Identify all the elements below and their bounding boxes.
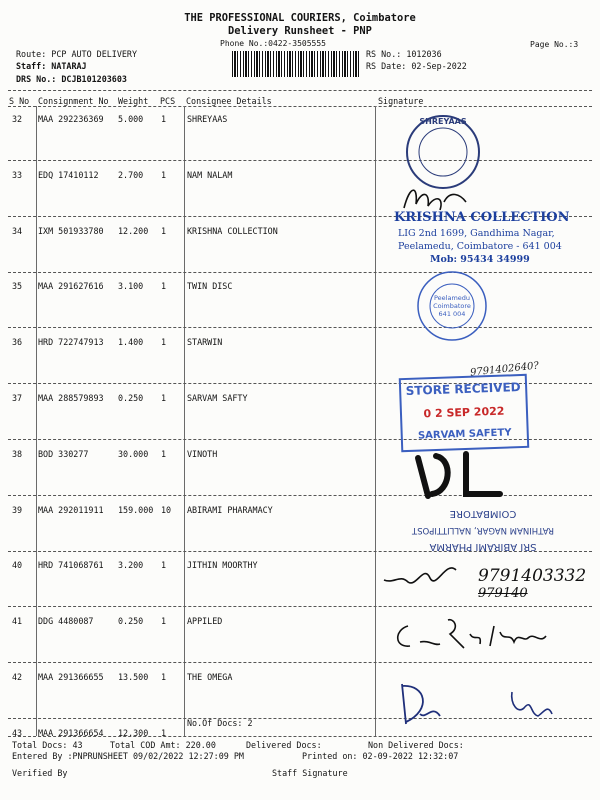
row-consignment-no: MAA 291627616 [38,281,104,291]
row-sno: 39 [12,505,23,515]
company-title: THE PROFESSIONAL COURIERS, Coimbatore [184,12,416,24]
krishna-stamp-addr1: LIG 2nd 1699, Gandhima Nagar, [398,228,555,239]
row-weight: 0.250 [118,616,144,626]
row-pcs: 1 [161,226,167,236]
store-received-date: 0 2 SEP 2022 [423,404,505,421]
row-sno: 37 [12,393,23,403]
abirami-stamp-line1: COIMBATORE [449,508,517,519]
col-consignment: Consignment No [38,96,109,106]
row-weight: 1.400 [118,337,144,347]
abirami-stamp-line2: RATHINAM NAGAR, NALLITTIPOST [411,525,555,535]
col-weight: Weight [118,96,149,106]
row-weight: 3.200 [118,560,144,570]
verified-by: Verified By [12,768,68,778]
row-consignment-no: DDG 4480087 [38,616,94,626]
table-row [0,108,600,164]
row-consignee: STARWIN [187,337,223,347]
handwritten-phone-40b: 979140 [478,586,528,601]
row-consignee: THE OMEGA [187,672,233,682]
page-number: Page No.:3 [530,40,579,49]
row-pcs: 1 [161,616,167,626]
row-weight: 13.500 [118,672,149,682]
row-consignment-no: MAA 292011911 [38,505,104,515]
row-consignment-no: MAA 292236369 [38,114,104,124]
delivered-docs: Delivered Docs: [246,740,322,750]
footer-divider [8,736,592,737]
drs-number: DRS No.: DCJB101203603 [16,74,127,84]
row-divider [8,606,592,607]
signature-41 [390,612,560,656]
row-weight: 3.100 [118,281,144,291]
row-pcs: 1 [161,560,167,570]
barcode [232,51,360,77]
row-sno: 32 [12,114,23,124]
row-consignment-no: MAA 291366654 [38,728,104,738]
shreyaas-stamp-text: SHREYAAS [419,117,467,126]
row-consignment-no: BOD 330277 [38,449,89,459]
row-sno: 41 [12,616,23,626]
row-consignee: KRISHNA COLLECTION [187,226,278,236]
non-delivered-docs: Non Delivered Docs: [368,740,464,750]
abirami-stamp [380,492,586,552]
row-divider [8,662,592,663]
row-sno: 34 [12,226,23,236]
header-divider-bottom [8,106,592,107]
staff-name: Staff: NATARAJ [16,61,87,71]
header-divider-top [8,90,592,91]
phone-number: Phone No.:0422-3505555 [220,39,326,48]
row-pcs: 1 [161,281,167,291]
krishna-stamp-mob: Mob: 95434 34999 [430,254,530,265]
row-pcs: 1 [161,170,167,180]
row-weight: 2.700 [118,170,144,180]
handwritten-phone-40: 9791403332 [478,566,587,586]
row-consignment-no: IXM 501933780 [38,226,104,236]
row-divider [8,160,592,161]
row-weight: 30.000 [118,449,149,459]
doc-title: Delivery Runsheet - PNP [228,25,372,37]
row-divider [8,272,592,273]
row-sno: 35 [12,281,23,291]
signature-42 [392,674,562,730]
row-sno: 33 [12,170,23,180]
row-consignee: TWIN DISC [187,281,233,291]
krishna-stamp-addr2: Peelamedu, Coimbatore - 641 004 [398,241,562,252]
row-pcs: 1 [161,114,167,124]
handwritten-phone-36: 9791402640? [469,360,540,379]
row-weight: 12.200 [118,226,149,236]
row-consignee: VINOTH [187,449,218,459]
row-pcs: 1 [161,672,167,682]
table-row [0,443,600,499]
row-consignment-no: HRD 722747913 [38,337,104,347]
row-consignee: ABIRAMI PHARAMACY [187,505,273,515]
row-pcs: 1 [161,449,167,459]
row-weight: 5.000 [118,114,144,124]
twin-disc-text-2: Coimbatore [433,302,471,310]
rs-date: RS Date: 02-Sep-2022 [366,61,467,71]
total-docs: Total Docs: 43 [12,740,83,750]
table-row [0,275,600,331]
store-received-stamp [399,374,530,452]
row-consignee: NAM NALAM [187,170,233,180]
row-sno: 40 [12,560,23,570]
row-sno: 43 [12,728,23,738]
abirami-stamp-line3: SRI ABIRAMI PHARMA [429,541,537,552]
row-pcs: 10 [161,505,172,515]
total-cod: Total COD Amt: 220.00 [110,740,216,750]
twin-disc-text-3: 641 004 [438,310,466,318]
row-sno: 38 [12,449,23,459]
col-consignee: Consignee Details [186,96,272,106]
row-sno: 36 [12,337,23,347]
row-consignment-no: MAA 288579893 [38,393,104,403]
row-weight: 12.300 [118,728,149,738]
store-received-label: STORE RECEIVED [405,380,521,399]
row-sno: 42 [12,672,23,682]
no-of-docs: No.Of Docs: 2 [187,718,253,728]
row-divider [8,327,592,328]
row-pcs: 1 [161,393,167,403]
row-consignment-no: HRD 741068761 [38,560,104,570]
col-pcs: PCS [160,96,176,106]
twin-disc-stamp [414,268,494,344]
row-consignment-no: EDQ 17410112 [38,170,99,180]
row-consignee: SHREYAAS [187,114,228,124]
row-consignee: APPILED [187,616,223,626]
krishna-stamp-name: KRISHNA COLLECTION [394,210,570,225]
row-weight: 0.250 [118,393,144,403]
row-pcs: 1 [161,337,167,347]
rs-number: RS No.: 1012036 [366,49,442,59]
entered-by: Entered By :PNPRUNSHEET 09/02/2022 12:27:09 PM [12,751,244,761]
sarvam-safety-label: SARVAM SAFETY [417,427,512,442]
row-consignment-no: MAA 291366655 [38,672,104,682]
twin-disc-text-1: Peelamedu [433,294,471,302]
staff-signature: Staff Signature [272,768,348,778]
col-signature: Signature [378,96,424,106]
col-sno: S No [9,96,30,106]
signature-40 [380,554,460,594]
row-pcs: 1 [161,728,167,738]
route: Route: PCP AUTO DELIVERY [16,49,138,59]
row-weight: 159.000 [118,505,154,515]
row-consignee: SARVAM SAFTY [187,393,248,403]
printed-on: Printed on: 02-09-2022 12:32:07 [302,751,459,761]
row-consignee: JITHIN MOORTHY [187,560,258,570]
